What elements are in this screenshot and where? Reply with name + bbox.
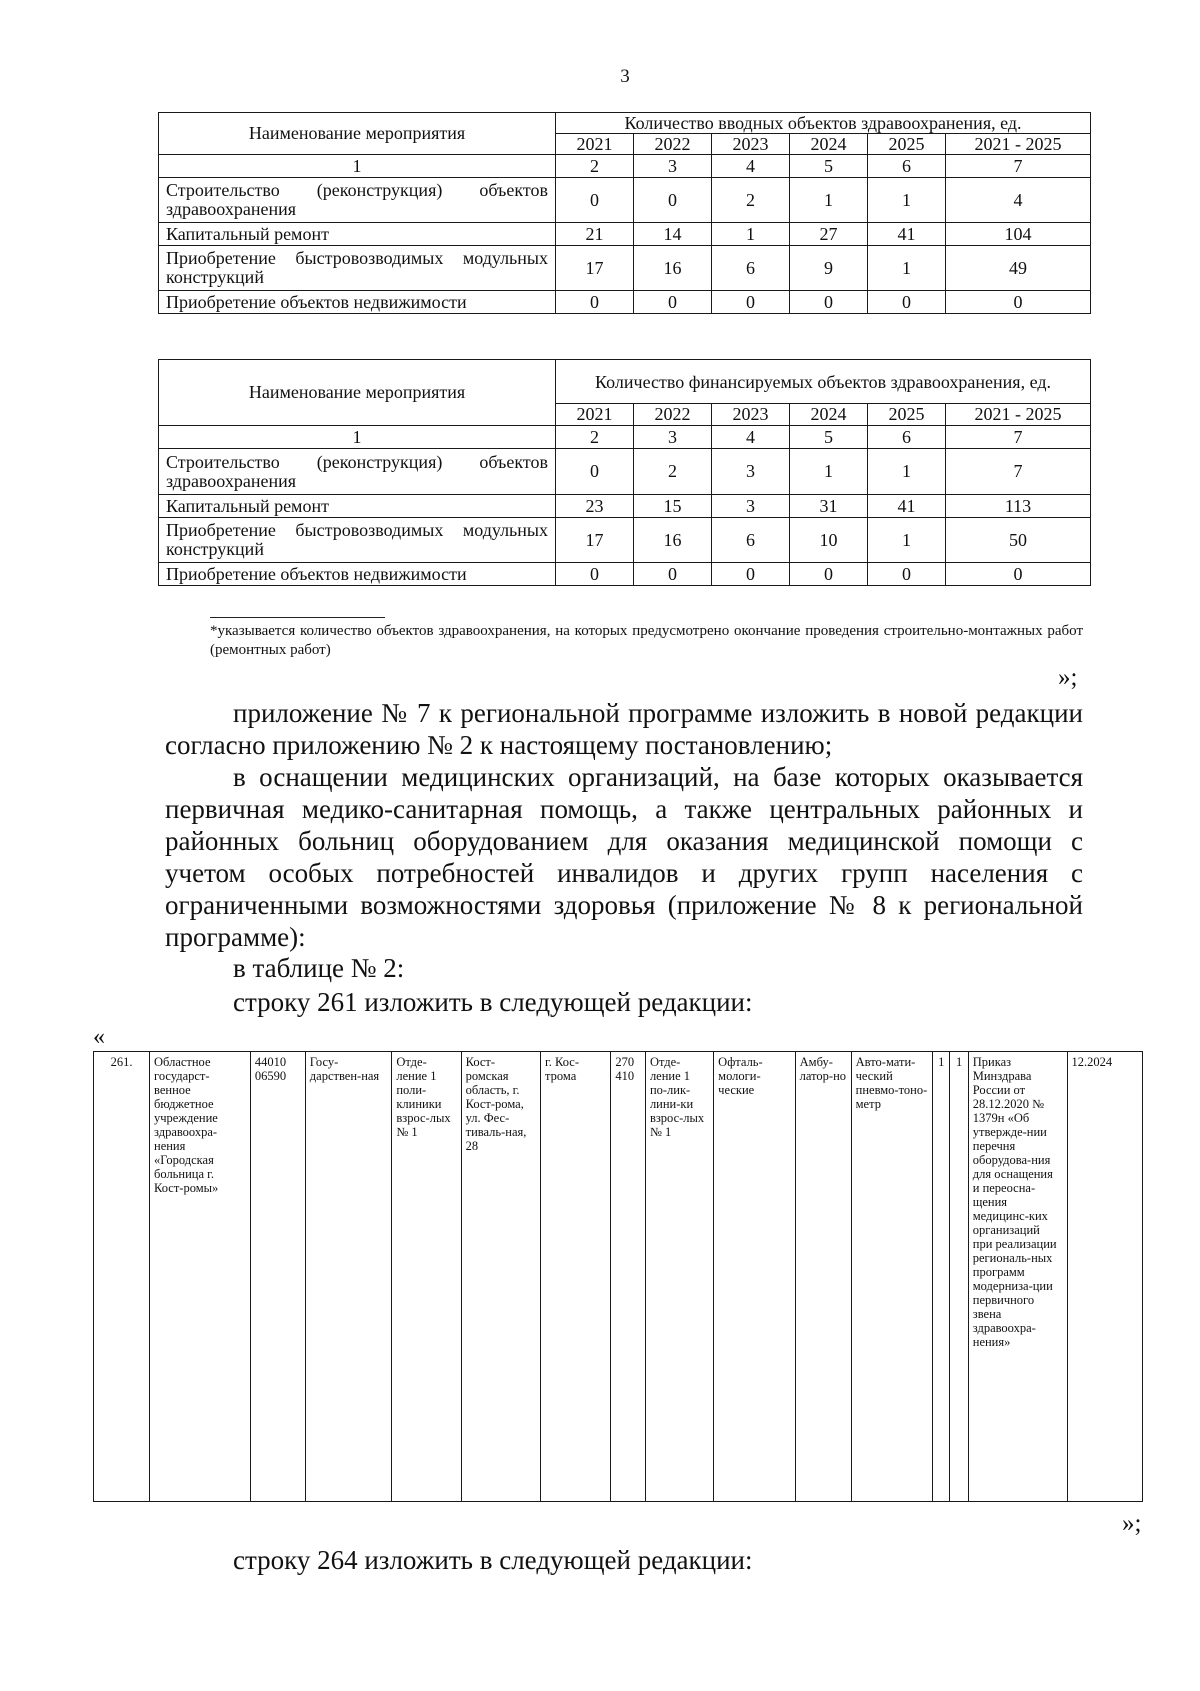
paragraph: строку 264 изложить в следующей редакции: — [233, 1545, 753, 1575]
value-cell: 113 — [946, 495, 1091, 518]
value-cell: 0 — [712, 291, 790, 314]
value-cell: 1 — [712, 223, 790, 246]
row-name: Капитальный ремонт — [159, 495, 556, 518]
row-number: 261. — [94, 1052, 150, 1502]
ownership-cell: Госу-дарствен-ная — [305, 1052, 392, 1502]
index-cell: 3 — [634, 155, 712, 178]
city-cell: г. Кос-трома — [541, 1052, 611, 1502]
financed-objects-table — [158, 359, 1091, 586]
index-cell: 4 — [712, 426, 790, 449]
value-cell: 0 — [556, 178, 634, 223]
value-cell: 0 — [634, 178, 712, 223]
value-cell: 17 — [556, 246, 634, 291]
value-cell: 10 — [790, 518, 868, 563]
value-cell: 1 — [868, 518, 946, 563]
row-name: Приобретение объектов недвижимости — [159, 563, 556, 586]
value-cell: 0 — [790, 291, 868, 314]
date-cell: 12.2024 — [1067, 1052, 1142, 1502]
row-name: Приобретение объектов недвижимости — [159, 291, 556, 314]
table-row — [159, 563, 1091, 586]
value-cell: 16 — [634, 246, 712, 291]
index-cell: 7 — [946, 155, 1091, 178]
paragraph: в таблице № 2: — [233, 953, 405, 983]
row-name: Строительство (реконструкция) объектов здравоохранения — [159, 449, 556, 495]
index-cell: 6 — [868, 426, 946, 449]
year-header: 2024 — [790, 134, 868, 155]
table-row — [159, 495, 1091, 518]
equipment-cell: Авто-мати-ческий пневмо-тоно-метр — [851, 1052, 932, 1502]
value-cell: 2 — [712, 178, 790, 223]
index-cell: 5 — [790, 426, 868, 449]
table-row — [94, 1052, 1143, 1502]
quantity-cell: 1 — [933, 1052, 950, 1502]
value-cell: 0 — [946, 563, 1091, 586]
row-261-table — [93, 1051, 1143, 1502]
name-header: Наименование мероприятия — [159, 360, 556, 426]
value-cell: 3 — [712, 495, 790, 518]
table-row — [159, 223, 1091, 246]
code-cell: 44010 06590 — [250, 1052, 305, 1502]
value-cell: 0 — [634, 563, 712, 586]
commissioned-objects-table — [158, 112, 1091, 314]
value-cell: 1 — [868, 246, 946, 291]
organization-cell: Областное государст-венное бюджетное учреждение здравоохра-нения «Городская больница г. Кост-ромы» — [150, 1052, 251, 1502]
address-cell: Кост-ромская область, г. Кост-рома, ул. Фес-тиваль-ная, 28 — [461, 1052, 540, 1502]
table-row — [159, 518, 1091, 563]
year-header: 2021 - 2025 — [946, 134, 1091, 155]
row-name: Строительство (реконструкция) объектов здравоохранения — [159, 178, 556, 223]
quantity-cell: 1 — [950, 1052, 968, 1502]
value-cell: 1 — [868, 449, 946, 495]
value-cell: 0 — [712, 563, 790, 586]
value-cell: 0 — [868, 563, 946, 586]
paragraph-text: приложение № 7 к региональной программе изложить в новой редакции согласно приложению № 2 к настоящему постановлению; — [165, 698, 1083, 760]
unit-cell: Отде-ление 1 поли-клиники взрос-лых № 1 — [392, 1052, 461, 1502]
year-header: 2021 - 2025 — [946, 404, 1091, 426]
value-cell: 0 — [790, 563, 868, 586]
table-row — [159, 449, 1091, 495]
index-cell: 4 — [712, 155, 790, 178]
footnote: *указывается количество объектов здравоохранения, на которых предусмотрено окончание проведения строительно-монтажных работ (ремонтных работ) — [210, 623, 1083, 658]
row-name: Капитальный ремонт — [159, 223, 556, 246]
value-cell: 0 — [634, 291, 712, 314]
value-cell: 0 — [556, 563, 634, 586]
year-header: 2023 — [712, 404, 790, 426]
index-cell: 7 — [946, 426, 1091, 449]
index-cell: 5 — [790, 155, 868, 178]
value-cell: 6 — [712, 246, 790, 291]
year-header: 2022 — [634, 134, 712, 155]
table-row — [159, 246, 1091, 291]
paragraph-text: в оснащении медицинских организаций, на базе которых оказывается первичная медико-санитарная помощь, а также центральных районных и районных больниц оборудованием для оказания медицинской помощи с учетом особых потребностей инвалидов и других групп населения с ограниченными возможностями здоровья (приложение № 8 к региональной программе): — [165, 762, 1083, 952]
name-header: Наименование мероприятия — [159, 113, 556, 155]
closing-quote: »; — [1058, 664, 1078, 691]
index-cell: 2 — [556, 155, 634, 178]
year-header: 2023 — [712, 134, 790, 155]
value-cell: 0 — [868, 291, 946, 314]
year-header: 2021 — [556, 134, 634, 155]
value-cell: 3 — [712, 449, 790, 495]
value-cell: 50 — [946, 518, 1091, 563]
oktmo-cell: 270 410 — [611, 1052, 646, 1502]
paragraph — [165, 697, 1083, 761]
index-cell: 3 — [634, 426, 712, 449]
group-header: Количество вводных объектов здравоохранения, ед. — [556, 113, 1091, 134]
paragraph: строку 261 изложить в следующей редакции: — [233, 987, 753, 1017]
year-header: 2021 — [556, 404, 634, 426]
order-cell: Приказ Минздрава России от 28.12.2020 № 1379н «Об утвержде-нии перечня оборудова-ния для оснащения и переосна-щения медицинс-ких организаций при реализации региональ-ных программ модерниза-ции первичного звена здравоохра-нения» — [968, 1052, 1067, 1502]
group-header: Количество финансируемых объектов здравоохранения, ед. — [556, 360, 1091, 404]
index-cell: 2 — [556, 426, 634, 449]
value-cell: 27 — [790, 223, 868, 246]
index-cell: 1 — [159, 155, 556, 178]
value-cell: 15 — [634, 495, 712, 518]
value-cell: 104 — [946, 223, 1091, 246]
value-cell: 23 — [556, 495, 634, 518]
value-cell: 0 — [556, 449, 634, 495]
year-header: 2024 — [790, 404, 868, 426]
year-header: 2025 — [868, 404, 946, 426]
value-cell: 17 — [556, 518, 634, 563]
value-cell: 0 — [946, 291, 1091, 314]
value-cell: 6 — [712, 518, 790, 563]
value-cell: 14 — [634, 223, 712, 246]
table-row — [159, 291, 1091, 314]
value-cell: 1 — [868, 178, 946, 223]
index-cell: 6 — [868, 155, 946, 178]
value-cell: 16 — [634, 518, 712, 563]
index-cell: 1 — [159, 426, 556, 449]
footnote-rule — [210, 617, 385, 618]
paragraph — [165, 761, 1083, 953]
table-row — [159, 178, 1091, 223]
closing-quote: »; — [1122, 1510, 1142, 1537]
value-cell: 31 — [790, 495, 868, 518]
year-header: 2025 — [868, 134, 946, 155]
opening-quote: « — [93, 1024, 105, 1050]
value-cell: 2 — [634, 449, 712, 495]
page-number: 3 — [620, 66, 630, 87]
value-cell: 7 — [946, 449, 1091, 495]
value-cell: 41 — [868, 223, 946, 246]
row-name: Приобретение быстровозводимых модульных конструкций — [159, 518, 556, 563]
row-name: Приобретение быстровозводимых модульных конструкций — [159, 246, 556, 291]
value-cell: 9 — [790, 246, 868, 291]
division-cell: Отде-ление 1 по-лик-лини-ки взрос-лых № 1 — [645, 1052, 713, 1502]
care-type-cell: Амбу-латор-но — [795, 1052, 851, 1502]
year-header: 2022 — [634, 404, 712, 426]
value-cell: 1 — [790, 178, 868, 223]
value-cell: 1 — [790, 449, 868, 495]
value-cell: 4 — [946, 178, 1091, 223]
value-cell: 0 — [556, 291, 634, 314]
value-cell: 49 — [946, 246, 1091, 291]
profile-cell: Офталь-мологи-ческие — [714, 1052, 795, 1502]
value-cell: 21 — [556, 223, 634, 246]
value-cell: 41 — [868, 495, 946, 518]
